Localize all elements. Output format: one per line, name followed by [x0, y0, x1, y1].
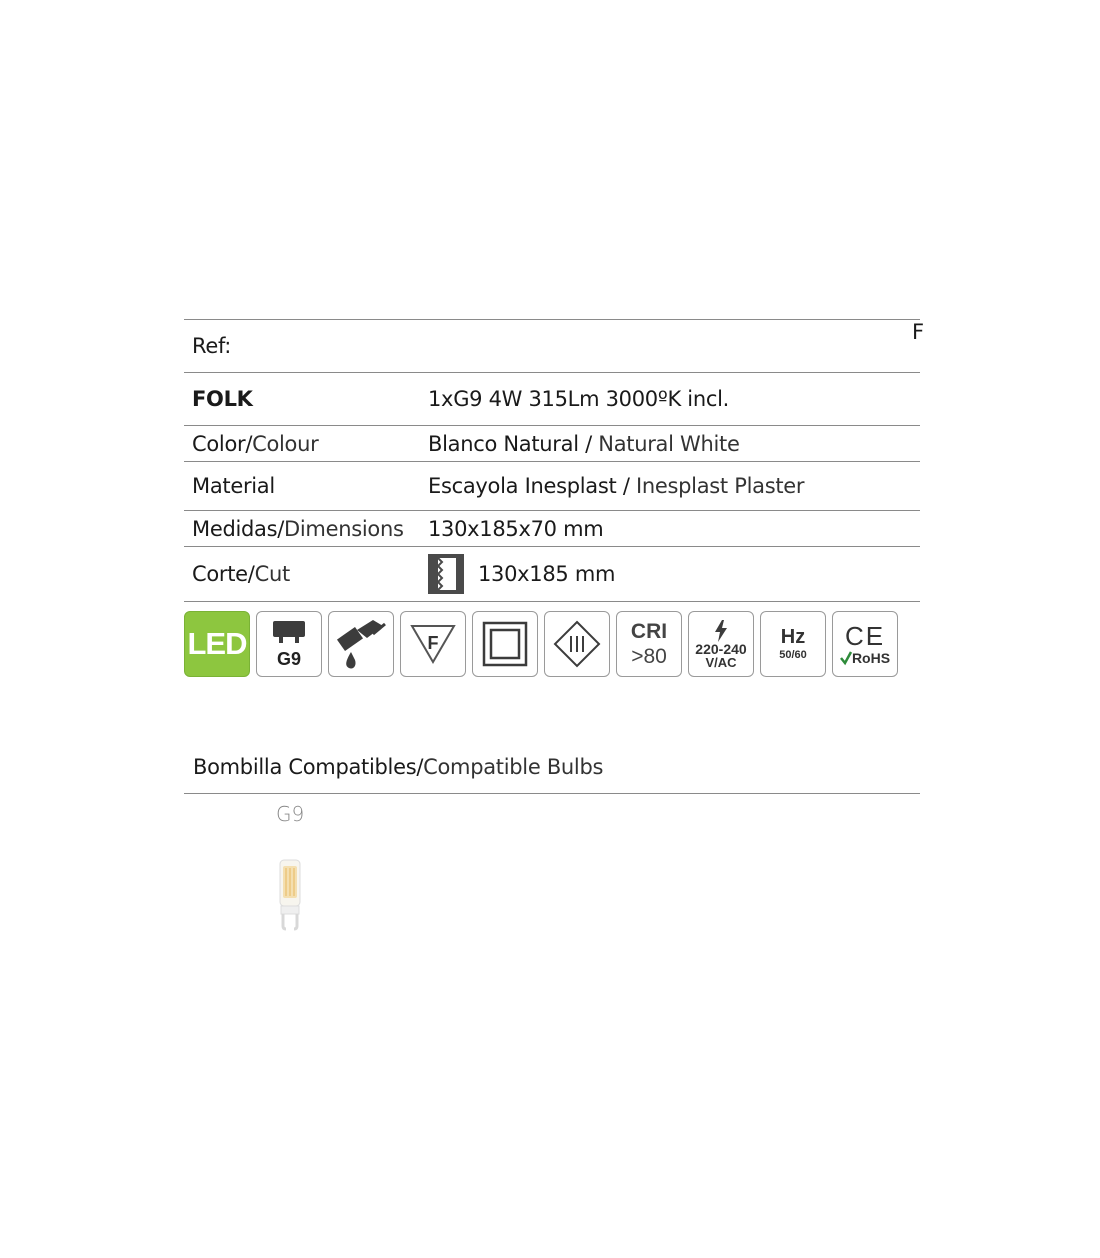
- material-label: Material: [192, 474, 275, 498]
- divider: [184, 601, 920, 602]
- ref-label: Ref:: [192, 334, 232, 358]
- g9-socket-icon: [256, 611, 322, 677]
- cut-row: [184, 547, 920, 601]
- voltage-icon: [688, 611, 754, 677]
- color-value-es: Blanco Natural: [428, 431, 579, 456]
- cut-label-en: Cut: [254, 562, 290, 586]
- bulbs-divider: [184, 793, 920, 794]
- f-mark-text: F: [427, 633, 439, 653]
- lamp-spec: 1xG9 4W 315Lm 3000ºK incl.: [428, 387, 729, 411]
- bulb-name: G9: [276, 802, 305, 826]
- bulbs-title-en: Compatible Bulbs: [423, 755, 604, 779]
- led-icon: [184, 611, 250, 677]
- class-iii-icon: [544, 611, 610, 677]
- check-icon: [840, 651, 852, 665]
- material-value-en: Inesplast Plaster: [635, 474, 805, 498]
- dims-value: 130x185x70 mm: [428, 516, 604, 541]
- ref-row: [184, 320, 924, 372]
- color-label-en: Colour: [252, 431, 319, 456]
- color-value-en: Natural White: [598, 431, 740, 456]
- f-mark-icon: [400, 611, 466, 677]
- dimensions-row: [184, 511, 920, 546]
- cut-value: 130x185 mm: [478, 562, 616, 586]
- frequency-icon: [760, 611, 826, 677]
- class-ii-icon: [472, 611, 538, 677]
- color-row: [184, 426, 920, 461]
- cri-top: CRI: [630, 620, 668, 643]
- cri-icon: [616, 611, 682, 677]
- feature-icons: [184, 611, 898, 677]
- ce-rohs-icon: [832, 611, 898, 677]
- lightning-icon: [713, 620, 729, 642]
- bulbs-title-es: Bombilla Compatibles/: [193, 755, 424, 779]
- voltage-top: 220-240: [695, 640, 747, 657]
- hz-top: Hz: [780, 626, 806, 648]
- dims-label-es: Medidas/: [192, 516, 285, 541]
- led-label: LED: [187, 626, 247, 661]
- paintable-icon: [328, 611, 394, 677]
- compatible-bulbs-title: [193, 755, 603, 779]
- cut-icon: [428, 554, 464, 594]
- ref-value-clipped: F: [912, 320, 924, 344]
- model-row: [184, 373, 920, 425]
- g9-shape: [269, 617, 309, 671]
- material-row: [184, 462, 920, 510]
- g9-bulb-image: [276, 858, 304, 934]
- material-value-es: Escayola Inesplast: [428, 474, 617, 498]
- ce-mark: CE: [844, 621, 886, 651]
- cri-bottom: >80: [631, 645, 667, 668]
- model-name: FOLK: [192, 387, 253, 411]
- cut-label-es: Corte/: [192, 562, 255, 586]
- spec-sheet: [184, 319, 924, 670]
- hz-bottom: 50/60: [779, 649, 807, 661]
- color-label-es: Color/: [192, 431, 253, 456]
- dims-label-en: Dimensions: [284, 516, 404, 541]
- separator: /: [616, 474, 636, 498]
- voltage-bottom: V/AC: [705, 654, 737, 670]
- separator: /: [578, 431, 599, 456]
- g9-text: G9: [276, 649, 302, 669]
- rohs-mark: RoHS: [851, 650, 891, 666]
